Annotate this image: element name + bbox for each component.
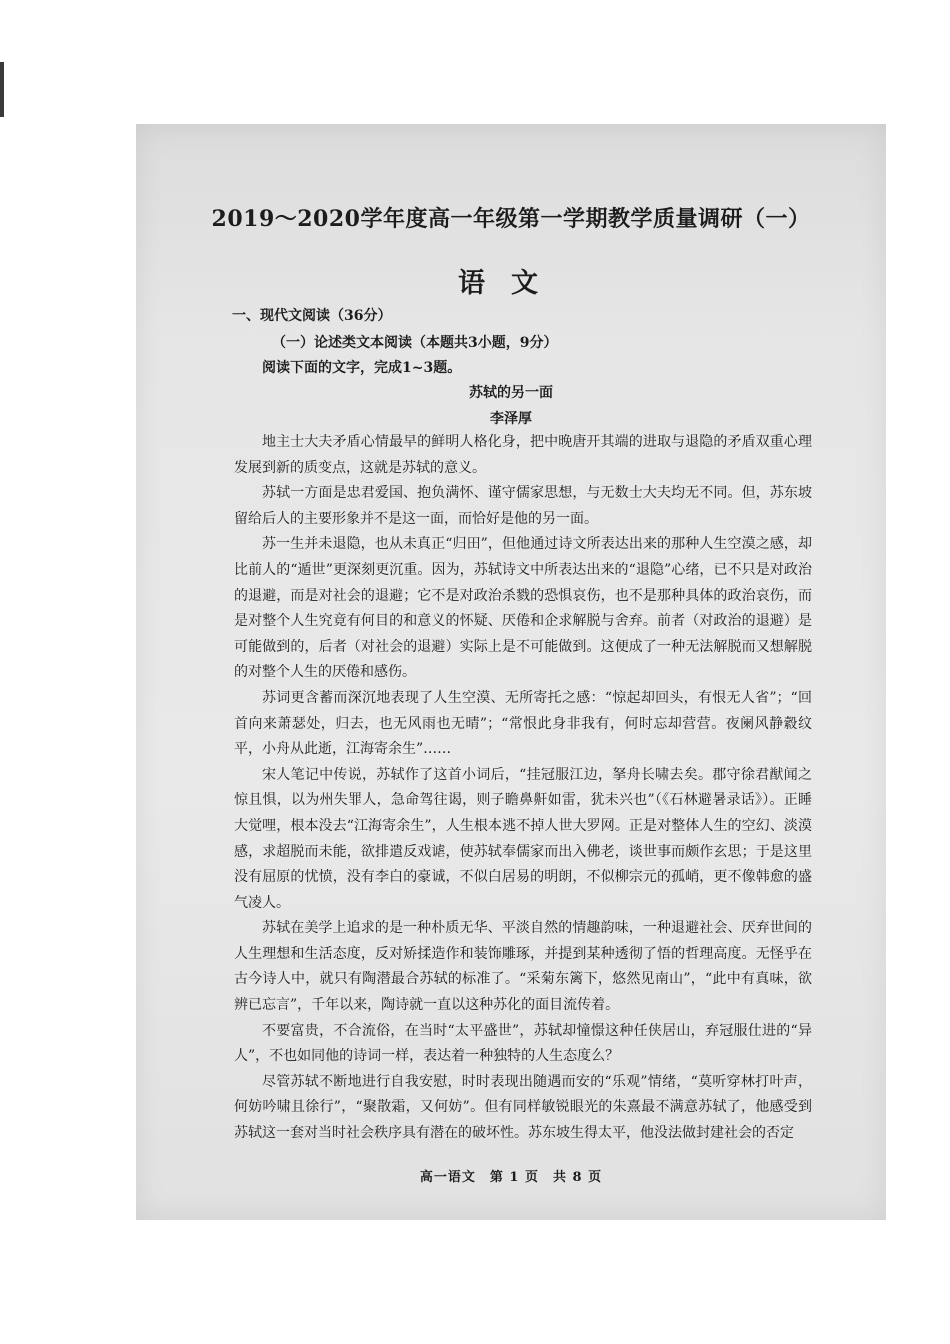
article-paragraph: 地主士大夫矛盾心情最早的鲜明人格化身，把中晚唐开其端的进取与退隐的矛盾双重心理发展到新的质变点，这就是苏轼的意义。 <box>234 434 812 476</box>
article-paragraph: 尽管苏轼不断地进行自我安慰，时时表现出随遇而安的“乐观”情绪，“莫听穿林打叶声，何妨吟啸且徐行”，“聚散霜，又何妨”。但有同样敏锐眼光的朱熹最不满意苏轼了，他感受到苏轼这一套对当时社会秩序具有潜在的破坏性。苏东坡生得太平，他没法做封建社会的否定 <box>234 1073 812 1142</box>
article-paragraph: 苏轼在美学上追求的是一种朴质无华、平淡自然的情趣韵味，一种退避社会、厌弃世间的人生理想和生活态度，反对矫揉造作和装饰雕琢，并提到某种透彻了悟的哲理高度。无怪乎在古今诗人中，就只有陶潜最合苏轼的标准了。“采菊东篱下，悠然见南山”，“此中有真味，欲辨已忘言”，千年以来，陶诗就一直以这种苏化的面目流传着。 <box>234 920 812 1014</box>
article-paragraph: 苏一生并未退隐，也从未真正“归田”，但他通过诗文所表达出来的那种人生空漠之感，却比前人的“遁世”更深刻更沉重。因为，苏轼诗文中所表达出来的“退隐”心绪，已不只是对政治的退避，而是对社会的退避；它不是对政治杀戮的恐惧哀伤，也不是那种具体的政治哀伤，而是对整个人生究竟有何目的和意义的怀疑、厌倦和企求解脱与舍弃。前者（对政治的退避）是可能做到的，后者（对社会的退避）实际上是不可能做到。这便成了一种无法解脱而又想解脱的对整个人生的厌倦和感伤。 <box>234 536 812 681</box>
subject-title: 语文 <box>458 268 564 299</box>
reading-instruction: 阅读下面的文字，完成1~3题。 <box>262 360 462 376</box>
article-paragraph: 苏轼一方面是忠君爱国、抱负满怀、谨守儒家思想，与无数士大夫均无不同。但，苏东坡留给后人的主要形象并不是这一面，而恰好是他的另一面。 <box>234 485 812 527</box>
article-paragraph: 宋人笔记中传说，苏轼作了这首小词后，“挂冠服江边，拏舟长啸去矣。郡守徐君猷闻之惊且惧，以为州失罪人，急命驾往谒，则子瞻鼻鼾如雷，犹未兴也”（《石林避暑录话》）。正睡大觉哩，根本没去“江海寄余生”，人生根本逃不掉人世大罗网。正是对整体人生的空幻、淡漠感，求超脱而未能，欲排遣反戏谑，使苏轼奉儒家而出入佛老，谈世事而颇作玄思；于是这里没有屈原的忧愤，没有李白的豪诚，不似白居易的明朗，不似柳宗元的孤峭，更不像韩愈的盛气凌人。 <box>234 766 812 911</box>
article-author: 李泽厚 <box>490 411 532 427</box>
page-footer: 高一语文 第 1 页 共 8 页 <box>419 1170 603 1185</box>
exam-page <box>136 124 886 1220</box>
subsection-heading: （一）论述类文本阅读（本题共3小题，9分） <box>272 335 558 351</box>
article-body <box>234 430 812 1150</box>
scan-edge-mark <box>0 62 4 117</box>
article-title: 苏轼的另一面 <box>469 385 553 401</box>
section-heading: 一、现代文阅读（36分） <box>232 308 392 324</box>
article-paragraph: 不要富贵，不合流俗，在当时“太平盛世”，苏轼却憧憬这种任侠居山，弃冠服仕进的“异人”，不也如同他的诗词一样，表达着一种独特的人生态度么？ <box>234 1022 812 1065</box>
exam-paper-photo <box>136 124 886 1220</box>
article-paragraph: 苏词更含蓄而深沉地表现了人生空漠、无所寄托之感：“惊起却回头，有恨无人省”；“回首向来萧瑟处，归去，也无风雨也无晴”；“常恨此身非我有，何时忘却营营。夜阑风静縠纹平，小舟从此逝，江海寄余生”…… <box>234 689 812 758</box>
exam-title: 2019～2020学年度高一年级第一学期教学质量调研（一） <box>211 206 811 232</box>
